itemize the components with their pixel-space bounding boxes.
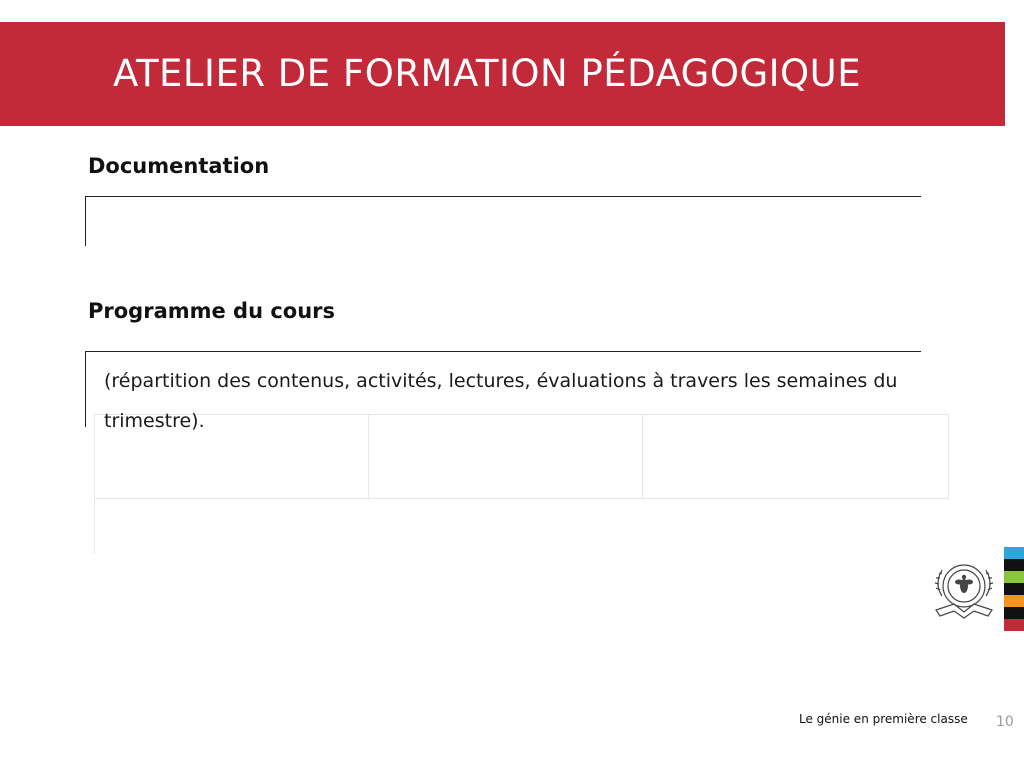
- programme-box-top-border: [85, 351, 921, 352]
- page-number: 10: [996, 714, 1014, 730]
- stripe-red: [1004, 619, 1024, 631]
- grid-row-line: [94, 498, 949, 499]
- school-seal-icon: [928, 556, 1000, 628]
- grid-col-line: [948, 414, 949, 500]
- stripe-orange: [1004, 595, 1024, 607]
- programme-box-left-border: [85, 351, 86, 427]
- documentation-heading: Documentation: [88, 154, 270, 178]
- stripe-black: [1004, 583, 1024, 595]
- stripe-black: [1004, 559, 1024, 571]
- documentation-box-top-border: [85, 196, 921, 197]
- programme-description: (répartition des contenus, activités, lectures, évaluations à travers les semaines du trimestre).: [104, 370, 898, 432]
- documentation-box-left-border: [85, 196, 86, 246]
- footer-tagline: Le génie en première classe: [799, 712, 968, 726]
- stripe-black: [1004, 607, 1024, 619]
- stripe-green: [1004, 571, 1024, 583]
- brand-color-stripes: [1004, 547, 1024, 631]
- grid-col-line: [94, 414, 95, 554]
- stripe-blue: [1004, 547, 1024, 559]
- slide-title: ATELIER DE FORMATION PÉDAGOGIQUE: [113, 52, 862, 95]
- programme-heading: Programme du cours: [88, 299, 336, 323]
